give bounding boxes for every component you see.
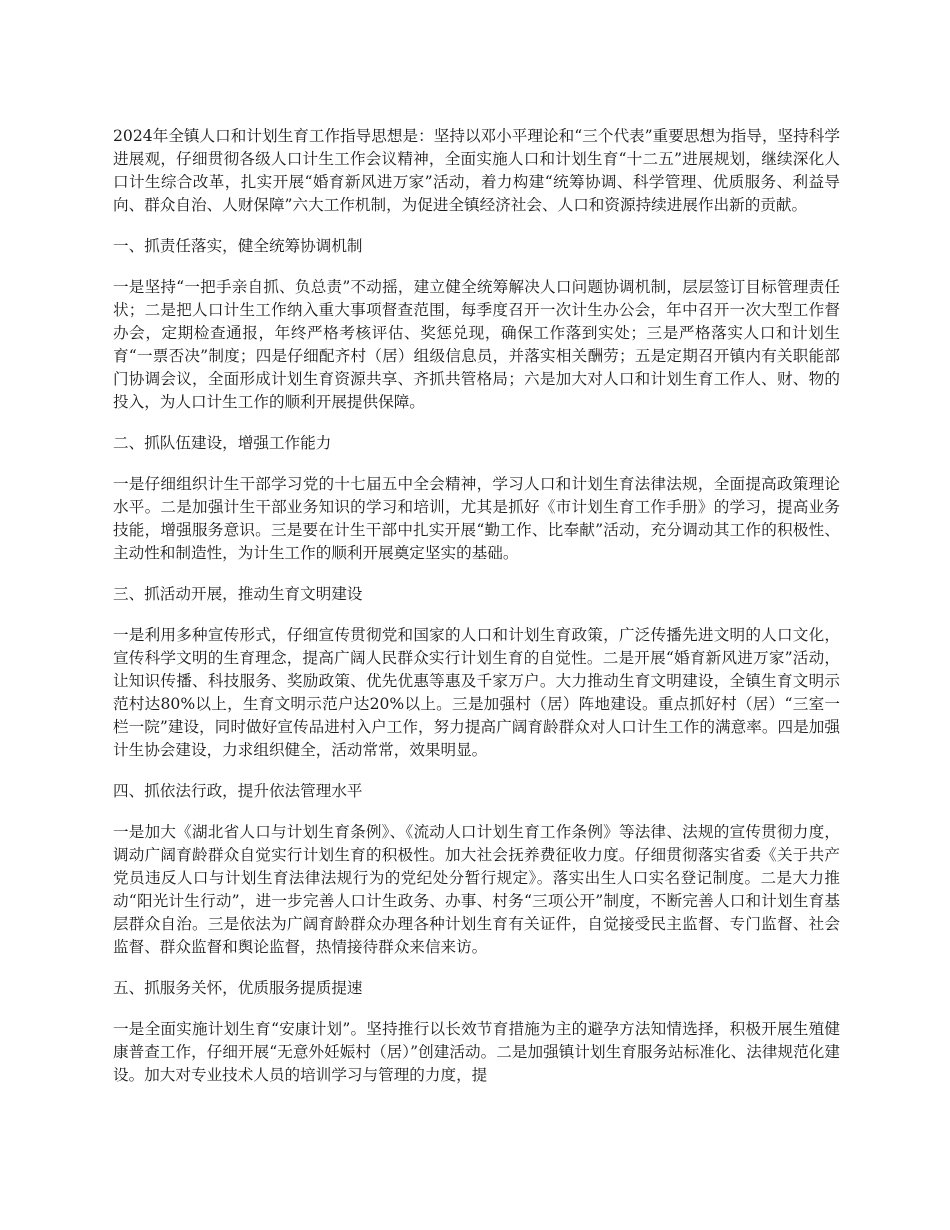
- section-2-heading: 二、抓队伍建设，增强工作能力: [113, 434, 332, 452]
- section-5-heading: 五、抓服务关怀，优质服务提质提速: [113, 979, 363, 997]
- section-4-heading: 四、抓依法行政，提升依法管理水平: [113, 782, 363, 800]
- intro-paragraph: 2024年全镇人口和计划生育工作指导思想是：坚持以邓小平理论和“三个代表”重要思想为指导，坚持科学进展观，仔细贯彻各级人口计生工作会议精神，全面实施人口和计划生育“十二五”进展规划，继续深化人口计生综合改革，扎实开展“婚育新风进万家”活动，着力构建“统筹协调、科学管理、优质服务、利益导向、群众自治、人财保障”六大工作机制，为促进全镇经济社会、人口和资源持续进展作出新的贡献。: [113, 127, 840, 214]
- section-2-body: 一是仔细组织计生干部学习党的十七届五中全会精神，学习人口和计划生育法律法规，全面提高政策理论水平。二是加强计生干部业务知识的学习和培训，尤其是抓好《市计划生育工作手册》的学习，提高业务技能，增强服务意识。三是要在计生干部中扎实开展“勤工作、比奉献”活动，充分调动其工作的积极性、主动性和制造性，为计生工作的顺利开展奠定坚实的基础。: [113, 475, 840, 562]
- section-4-body: 一是加大《湖北省人口与计划生育条例》、《流动人口计划生育工作条例》等法律、法规的宣传贯彻力度，调动广阔育龄群众自觉实行计划生育的积极性。加大社会抚养费征收力度。仔细贯彻落实省委《关于共产党员违反人口与计划生育法律法规行为的党纪处分暂行规定》。落实出生人口实名登记制度。二是大力推动“阳光计生行动”，进一步完善人口计生政务、办事、村务“三项公开”制度，不断完善人口和计划生育基层群众自治。三是依法为广阔育龄群众办理各种计划生育有关证件，自觉接受民主监督、专门监督、社会监督、群众监督和舆论监督，热情接待群众来信来访。: [113, 823, 840, 956]
- section-3-heading: 三、抓活动开展，推动生育文明建设: [113, 585, 363, 603]
- section-1-body: 一是坚持“一把手亲自抓、负总责”不动摇，建立健全统筹解决人口问题协调机制，层层签订目标管理责任状；二是把人口计生工作纳入重大事项督查范围，每季度召开一次计生办公会，年中召开一次大型工作督办会，定期检查通报，年终严格考核评估、奖惩兑现，确保工作落到实处；三是严格落实人口和计划生育“一票否决”制度；四是仔细配齐村（居）组级信息员，并落实相关酬劳；五是定期召开镇内有关职能部门协调会议，全面形成计划生育资源共享、齐抓共管格局；六是加大对人口和计划生育工作人、财、物的投入，为人口计生工作的顺利开展提供保障。: [113, 278, 840, 411]
- section-5-body: 一是全面实施计划生育“安康计划”。坚持推行以长效节育措施为主的避孕方法知情选择，积极开展生殖健康普查工作，仔细开展“无意外妊娠村（居）”创建活动。二是加强镇计划生育服务站标准化、法律规范化建设。加大对专业技术人员的培训学习与管理的力度，提: [113, 1020, 840, 1084]
- section-1-heading: 一、抓责任落实，健全统筹协调机制: [113, 237, 363, 255]
- section-3-body: 一是利用多种宣传形式，仔细宣传贯彻党和国家的人口和计划生育政策，广泛传播先进文明的人口文化，宣传科学文明的生育理念，提高广阔人民群众实行计划生育的自觉性。二是开展“婚育新风进万家”活动，让知识传播、科技服务、奖励政策、优先优惠等惠及千家万户。大力推动生育文明建设，全镇生育文明示范村达80%以上，生育文明示范户达20%以上。三是加强村（居）阵地建设。重点抓好村（居）“三室一栏一院”建设，同时做好宣传品进村入户工作，努力提高广阔育龄群众对人口计生工作的满意率。四是加强计生协会建设，力求组织健全，活动常常，效果明显。: [113, 626, 840, 759]
